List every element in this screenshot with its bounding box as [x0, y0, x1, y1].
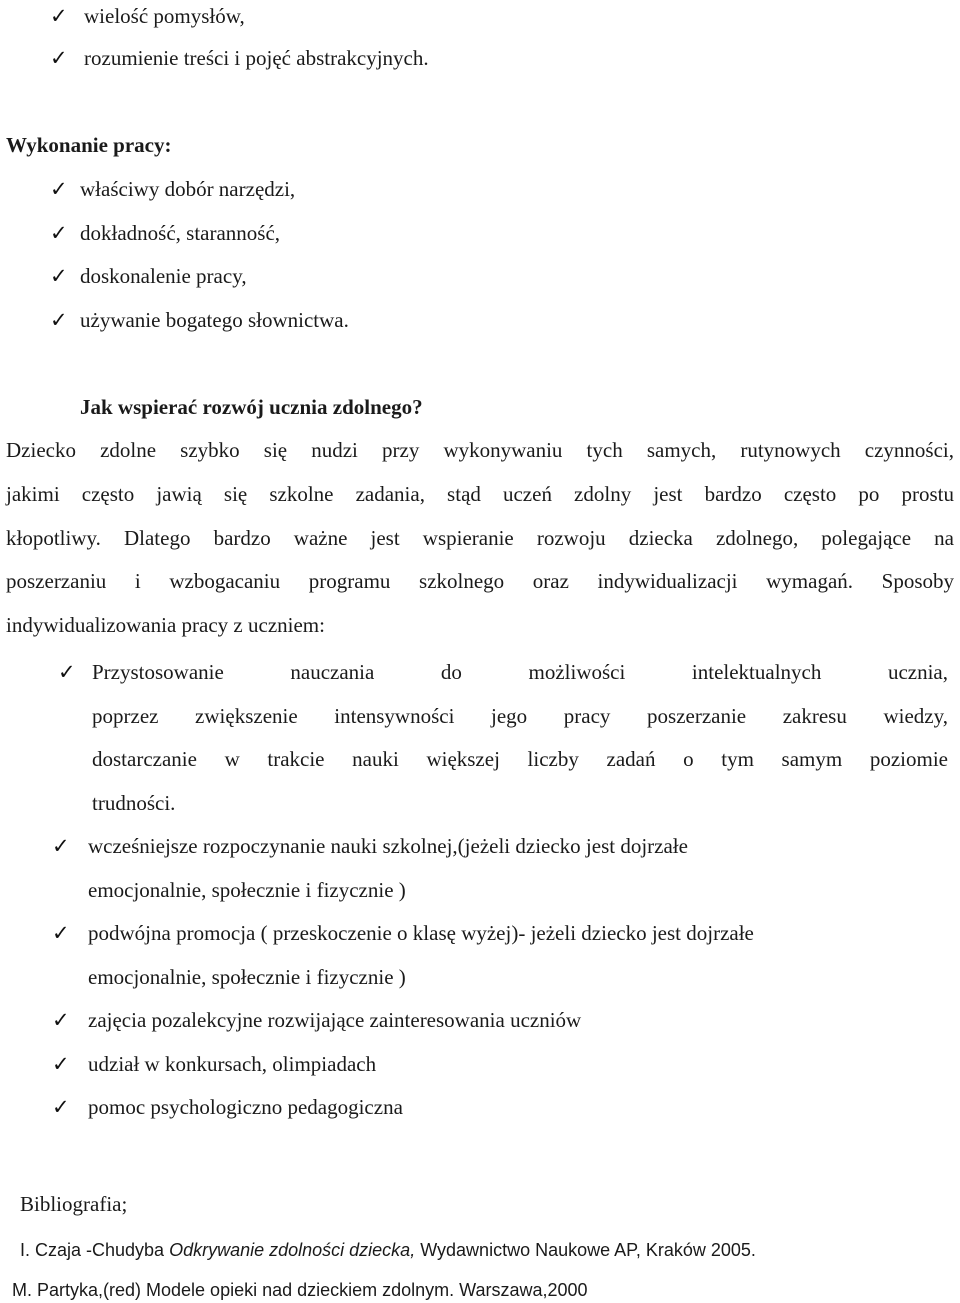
section-heading-work: Wykonanie pracy:	[6, 133, 172, 157]
paragraph-line: kłopotliwy. Dlatego bardzo ważne jest wspieranie rozwoju dziecka zdolnego, polegające na	[6, 526, 954, 550]
check-icon: ✓	[50, 264, 68, 288]
check-icon: ✓	[52, 1095, 70, 1119]
bibliography-entry: M. Partyka,(red) Modele opieki nad dzieckiem zdolnym. Warszawa,2000	[12, 1280, 588, 1300]
section-heading-support: Jak wspierać rozwój ucznia zdolnego?	[80, 395, 423, 419]
check-icon: ✓	[50, 221, 68, 245]
method-line: Przystosowanie nauczania do możliwości intelektualnych ucznia,	[92, 660, 948, 684]
check-icon: ✓	[52, 834, 70, 858]
bibliography-title: Odkrywanie zdolności dziecka,	[169, 1240, 416, 1260]
list-item: dokładność, staranność,	[80, 221, 281, 245]
method-line: dostarczanie w trakcie nauki większej liczby zadań o tym samym poziomie	[92, 747, 948, 771]
paragraph-line: poszerzaniu i wzbogacaniu programu szkolnego oraz indywidualizacji wymagań. Sposoby	[6, 569, 954, 593]
list-item: udział w konkursach, olimpiadach	[88, 1052, 377, 1076]
check-icon: ✓	[52, 921, 70, 945]
list-item: właściwy dobór narzędzi,	[80, 177, 296, 201]
check-icon: ✓	[50, 308, 68, 332]
list-item: doskonalenie pracy,	[80, 264, 247, 288]
check-icon: ✓	[50, 4, 68, 28]
check-icon: ✓	[50, 177, 68, 201]
list-item: pomoc psychologiczno pedagogiczna	[88, 1095, 403, 1119]
check-icon: ✓	[52, 1052, 70, 1076]
list-item: wielość pomysłów,	[84, 4, 245, 28]
list-item: używanie bogatego słownictwa.	[80, 308, 349, 332]
list-item: podwójna promocja ( przeskoczenie o klasę wyżej)- jeżeli dziecko jest dojrzałe	[88, 921, 754, 945]
list-item-continuation: emocjonalnie, społecznie i fizycznie )	[88, 878, 406, 902]
list-item: rozumienie treści i pojęć abstrakcyjnych.	[84, 46, 429, 70]
list-item: wcześniejsze rozpoczynanie nauki szkolnej,(jeżeli dziecko jest dojrzałe	[88, 834, 688, 858]
bibliography-author: I. Czaja -Chudyba	[20, 1240, 170, 1260]
bibliography-entry	[20, 1238, 756, 1262]
check-icon: ✓	[50, 46, 68, 70]
list-item: zajęcia pozalekcyjne rozwijające zainteresowania uczniów	[88, 1008, 582, 1032]
list-item-continuation: emocjonalnie, społecznie i fizycznie )	[88, 965, 406, 989]
bibliography-heading: Bibliografia;	[20, 1192, 128, 1216]
check-icon: ✓	[52, 1008, 70, 1032]
method-line: trudności.	[92, 791, 176, 815]
paragraph-line: Dziecko zdolne szybko się nudzi przy wykonywaniu tych samych, rutynowych czynności,	[6, 438, 954, 462]
check-icon: ✓	[58, 660, 76, 684]
paragraph-line: jakimi często jawią się szkolne zadania, stąd uczeń zdolny jest bardzo często po prostu	[6, 482, 954, 506]
paragraph-line: indywidualizowania pracy z uczniem:	[6, 613, 325, 637]
bibliography-publisher: Wydawnictwo Naukowe AP, Kraków 2005.	[415, 1240, 756, 1260]
method-line: poprzez zwiększenie intensywności jego pracy poszerzanie zakresu wiedzy,	[92, 704, 948, 728]
